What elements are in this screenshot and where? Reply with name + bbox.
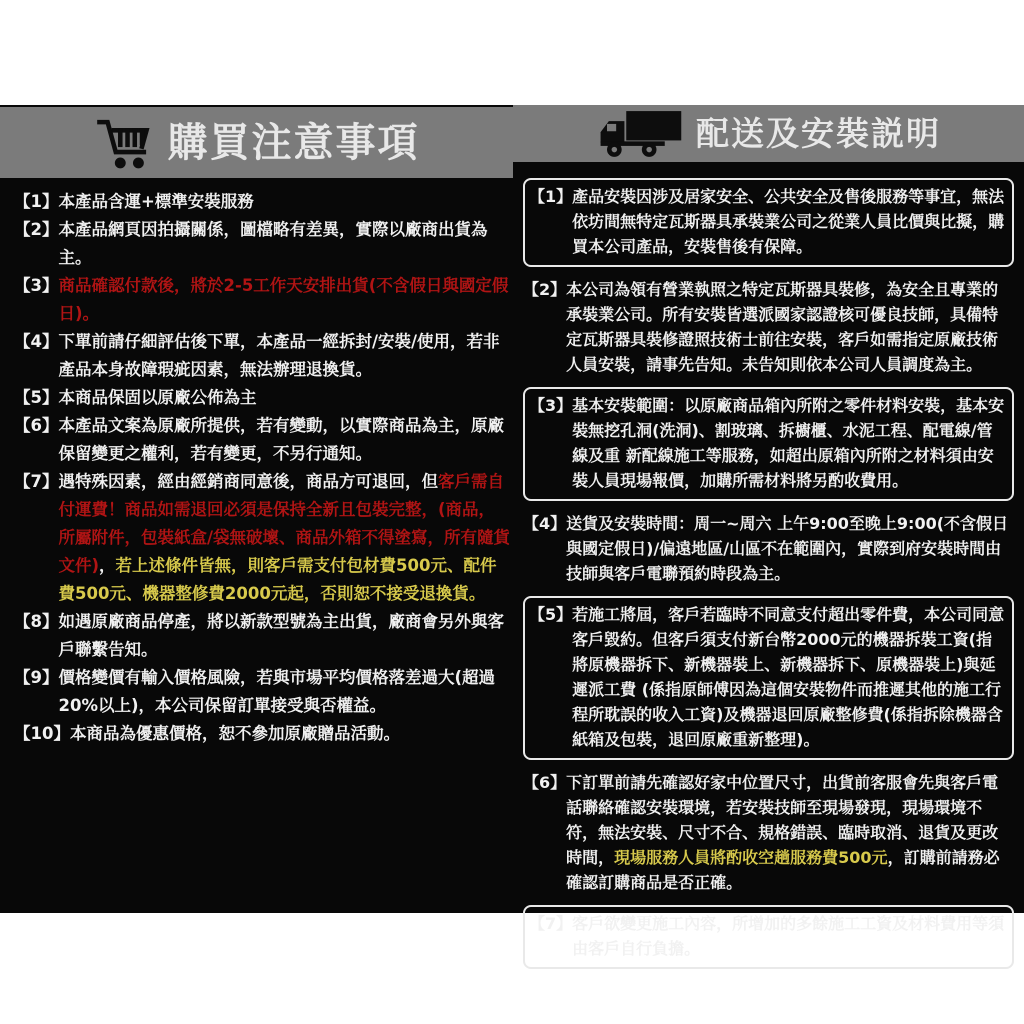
text-segment-white: 客戶欲變更施工內容，所增加的多餘施工工資及材料費用等須由客戶自行負擔。 xyxy=(572,914,1005,958)
purchase-notes-header xyxy=(0,107,513,178)
purchase-notes-list xyxy=(0,178,513,748)
delivery-install-title: 配送及安裝説明 xyxy=(696,114,941,153)
item-text xyxy=(58,216,511,272)
item-number: 【2】 xyxy=(523,280,567,299)
purchase-notes-title: 購買注意事項 xyxy=(167,119,420,166)
item-text xyxy=(572,602,1006,752)
item-number: 【1】 xyxy=(529,187,573,206)
item-text xyxy=(572,184,1006,259)
delivery-install-header xyxy=(513,105,1024,162)
item-number: 【6】 xyxy=(523,773,567,792)
text-segment-white: 本公司為領有營業執照之特定瓦斯器具裝修，為安全且專業的承裝業公司。所有安裝皆選派國家認證核可優良技師，具備特定瓦斯器具裝修證照技術士前往安裝，客戶如需指定原廠技術人員安裝，請事先告知。未告知則依本公司人員調度為主。 xyxy=(566,280,999,374)
truck-icon xyxy=(596,108,684,160)
text-segment-white: ， xyxy=(99,556,116,575)
list-item xyxy=(523,387,1014,501)
delivery-install-panel xyxy=(513,105,1024,958)
list-item xyxy=(14,328,511,384)
list-item xyxy=(523,178,1014,267)
text-segment-white: 產品安裝因涉及居家安全、公共安全及售後服務等事宜，無法依坊間無特定瓦斯器具承裝業公司之從業人員比價與比擬，購買本公司產品，安裝售後有保障。 xyxy=(572,187,1005,256)
text-segment-white: 下單前請仔細評估後下單，本產品一經拆封/安裝/使用，若非產品本身故障瑕疵因素，無法辦理退換貨。 xyxy=(58,332,500,379)
item-text xyxy=(566,770,1014,895)
item-text xyxy=(566,277,1014,377)
list-item xyxy=(523,596,1014,760)
item-number: 【7】 xyxy=(14,472,59,491)
item-text xyxy=(58,664,511,720)
text-segment-white: 送貨及安裝時間：周一~周六 上午9:00至晚上9:00(不含假日與國定假日)/偏遠地區/山區不在範圍內，實際到府安裝時間由技師與客戶電聯預約時段為主。 xyxy=(566,514,1009,583)
item-number: 【2】 xyxy=(14,220,59,239)
list-item xyxy=(523,770,1014,895)
item-number: 【5】 xyxy=(14,388,59,407)
text-segment-red: 商品確認付款後，將於2-5工作天安排出貨(不含假日與國定假日)。 xyxy=(58,276,509,323)
item-text xyxy=(58,328,511,384)
list-item xyxy=(14,272,511,328)
item-text xyxy=(58,468,511,608)
list-item xyxy=(14,468,511,608)
item-number: 【4】 xyxy=(14,332,59,351)
cart-icon xyxy=(94,114,152,172)
list-item xyxy=(14,608,511,664)
item-text xyxy=(58,608,511,664)
list-item xyxy=(14,384,511,412)
list-item xyxy=(523,511,1014,586)
text-segment-white: 本產品網頁因拍攝關係，圖檔略有差異，實際以廠商出貨為主。 xyxy=(58,220,488,267)
item-text xyxy=(58,188,511,216)
item-text xyxy=(572,393,1006,493)
text-segment-yellow: 若上述條件皆無，則客戶需支付包材費500元、配件費500元、機器整修費2000元起，否則恕不接受退換貨。 xyxy=(58,556,497,603)
item-number: 【3】 xyxy=(529,396,573,415)
text-segment-white: 遇特殊因素，經由經銷商同意後，商品方可退回，但 xyxy=(58,472,438,491)
item-number: 【10】 xyxy=(14,724,70,743)
text-segment-white: 基本安裝範圍：以原廠商品箱內所附之零件材料安裝，基本安裝無挖孔洞(洗洞)、割玻璃、拆櫥櫃、水泥工程、配電線/管線及重 新配線施工等服務，如超出原箱內所附之材料須由安裝人員現場報價，加購所需材料將另酌收費用。 xyxy=(572,396,1005,490)
text-segment-red: 客戶需自付運費！商品如需退回必須是保持全新且包裝完整，(商品，所屬附件，包裝紙盒/袋無破壞、商品外箱不得塗寫，所有隨貨文件) xyxy=(58,472,511,575)
list-item xyxy=(14,188,511,216)
item-text xyxy=(58,272,511,328)
text-segment-white: 若施工將屆，客戶若臨時不同意支付超出零件費，本公司同意客戶毀約。但客戶須支付新台幣2000元的機器拆裝工資(指將原機器拆下、新機器裝上、新機器拆下、原機器裝上)與延遲派工費 (係指原師傅因為這個安裝物件而推遲其他的施工行程所耽誤的收入工資)及機器退回原廠整修費(係指拆除機器含紙箱及包裝，退回原廠重新整理)。 xyxy=(572,605,1005,749)
item-number: 【5】 xyxy=(529,605,573,624)
list-item xyxy=(523,277,1014,377)
list-item xyxy=(14,216,511,272)
text-segment-white: 本商品為優惠價格，恕不參加原廠贈品活動。 xyxy=(69,724,400,743)
item-number: 【8】 xyxy=(14,612,59,631)
text-segment-white: 如遇原廠商品停產，將以新款型號為主出貨，廠商會另外與客戶聯繫告知。 xyxy=(58,612,504,659)
item-text xyxy=(572,911,1006,961)
purchase-notes-panel xyxy=(0,105,513,913)
item-text xyxy=(566,511,1014,586)
item-number: 【1】 xyxy=(14,192,59,211)
item-number: 【4】 xyxy=(523,514,567,533)
list-item xyxy=(14,412,511,468)
notice-panels xyxy=(0,105,1024,958)
text-segment-white: 本商品保固以原廠公佈為主 xyxy=(58,388,257,407)
delivery-install-list xyxy=(513,162,1024,969)
list-item xyxy=(523,905,1014,969)
item-number: 【9】 xyxy=(14,668,59,687)
text-segment-yellow: 現場服務人員將酌收空趟服務費500元 xyxy=(614,848,888,867)
item-number: 【6】 xyxy=(14,416,59,435)
text-segment-white: ，訂購前請務必確認訂購商品是否正確。 xyxy=(566,848,1000,892)
item-text xyxy=(58,412,511,468)
text-segment-white: 本產品含運+標準安裝服務 xyxy=(58,192,254,211)
text-segment-white: 本產品文案為原廠所提供，若有變動，以實際商品為主，原廠保留變更之權利，若有變更，不另行通知。 xyxy=(58,416,504,463)
item-text xyxy=(70,720,511,748)
text-segment-white: 價格變價有輸入價格風險，若與市場平均價格落差過大(超過20%以上)，本公司保留訂單接受與否權益。 xyxy=(58,668,496,715)
list-item xyxy=(14,664,511,720)
item-number: 【3】 xyxy=(14,276,59,295)
item-text xyxy=(58,384,511,412)
text-segment-white: 下訂單前請先確認好家中位置尺寸，出貨前客服會先與客戶電話聯絡確認安裝環境，若安裝技師至現場發現，現場環境不符，無法安裝、尺寸不合、規格錯誤、臨時取消、退貨及更改時間， xyxy=(566,773,999,867)
list-item xyxy=(14,720,511,748)
item-number: 【7】 xyxy=(529,914,573,933)
